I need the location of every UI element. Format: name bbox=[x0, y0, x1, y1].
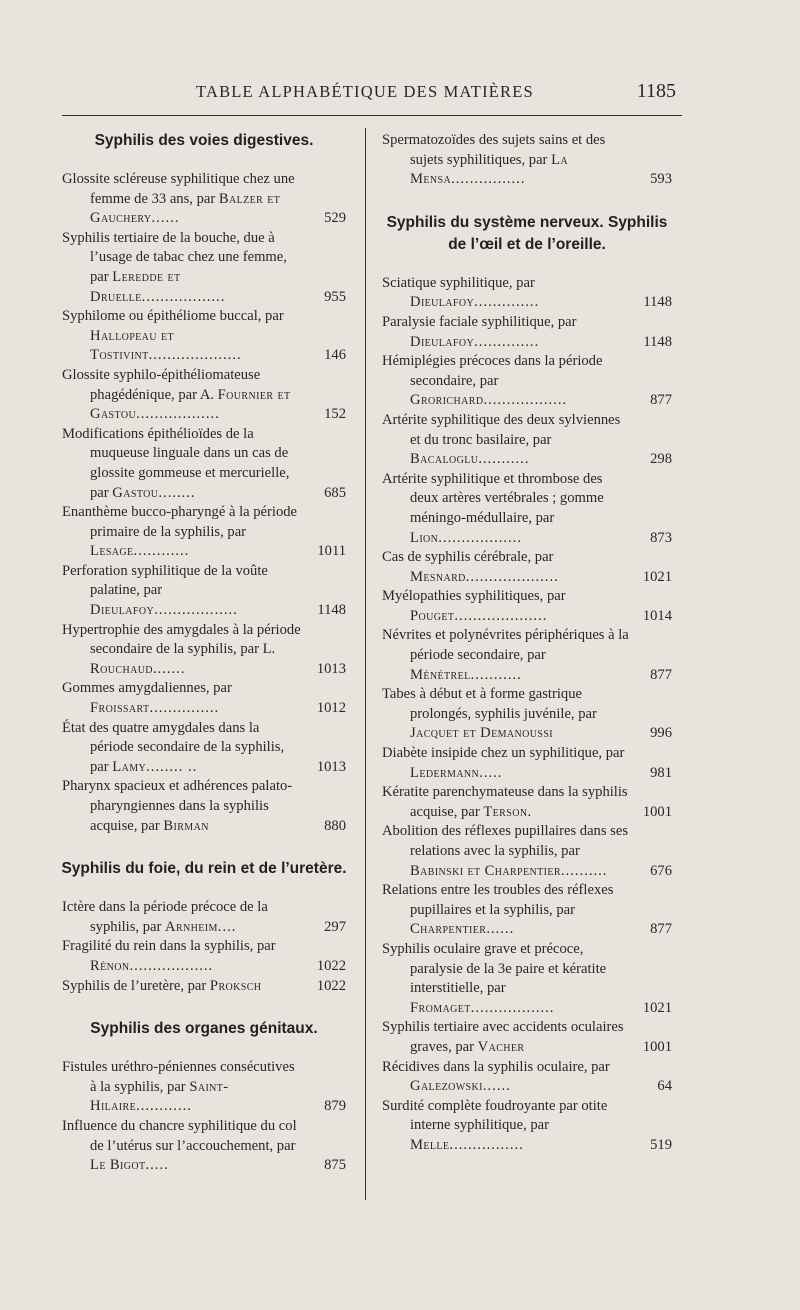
entry-text: Modifications épithélioïdes de la muqueuse linguale dans un cas de glossite gommeuse et mercurielle, par bbox=[62, 425, 290, 501]
section-heading: Syphilis du foie, du rein et de l’uretère. bbox=[61, 860, 347, 878]
entry-authors: Balzer et Gauchery bbox=[90, 190, 281, 227]
page-reference: 873 bbox=[650, 529, 672, 546]
leader-dots: ............ bbox=[136, 1098, 192, 1115]
page-reference: 152 bbox=[324, 406, 346, 423]
entry-text: Syphilis oculaire grave et précoce, paralysie de la 3e paire et kératite interstitielle, par bbox=[382, 940, 607, 997]
leader-dots: .................. bbox=[438, 529, 522, 546]
leader-dots: ................ bbox=[451, 171, 526, 188]
entry-text: Névrites et polynévrites périphériques à la période secondaire, par bbox=[382, 627, 629, 664]
entry-text: Tabes à début et à forme gastrique prolongés, syphilis juvénile, par bbox=[382, 686, 597, 722]
index-entry bbox=[62, 1117, 346, 1176]
entry-text: Perforation syphilitique de la voûte palatine, par bbox=[62, 562, 268, 599]
entry-text: Kératite parenchymateuse dans la syphilis acquise, par bbox=[382, 784, 628, 820]
index-entry bbox=[382, 744, 672, 783]
index-entry bbox=[382, 822, 672, 881]
entry-text: Surdité complète foudroyante par otite interne syphilitique, par bbox=[382, 1097, 608, 1134]
page-reference: 519 bbox=[650, 1136, 672, 1153]
entry-authors: Lion bbox=[410, 529, 439, 546]
index-entry bbox=[62, 170, 346, 229]
leader-dots: .... bbox=[217, 918, 237, 935]
page-reference: 146 bbox=[324, 347, 346, 364]
index-entry bbox=[62, 366, 346, 425]
page-reference: 955 bbox=[324, 288, 346, 305]
page-reference: 877 bbox=[650, 921, 672, 938]
entry-text: Syphilis tertiaire de la bouche, due à l’usage de tabac chez une femme, par bbox=[62, 229, 287, 285]
entry-authors: Arnheim bbox=[165, 918, 218, 935]
page-reference: 1001 bbox=[642, 1038, 672, 1055]
page-reference: 676 bbox=[650, 862, 672, 879]
entry-authors: Jacquet et Demanoussi bbox=[410, 725, 554, 742]
leader-dots: .................. bbox=[141, 288, 226, 305]
page-reference: 880 bbox=[324, 817, 346, 834]
entry-text: Artérite syphilitique et thrombose des deux artères vertébrales ; gomme méningo-médullaire, par bbox=[382, 470, 604, 526]
leader-dots: ..... bbox=[479, 764, 503, 781]
index-entry bbox=[62, 977, 346, 997]
index-entry bbox=[382, 1058, 672, 1097]
entry-text: Enanthème bucco-pharyngé à la période primaire de la syphilis, par bbox=[62, 504, 298, 540]
index-entry bbox=[62, 937, 346, 976]
entry-authors: La Mensa bbox=[410, 151, 569, 188]
page-reference: 1021 bbox=[642, 999, 672, 1016]
entry-authors: Bacaloglu bbox=[410, 451, 479, 468]
entry-text: Cas de syphilis cérébrale, par bbox=[382, 549, 554, 566]
leader-dots: ............... bbox=[149, 700, 220, 717]
page-reference: 1012 bbox=[316, 700, 346, 717]
leader-dots: ........... bbox=[470, 666, 522, 683]
leader-dots: ................ bbox=[449, 1136, 524, 1153]
page-reference: 1013 bbox=[316, 758, 346, 775]
entry-authors: Leredde et Druelle bbox=[90, 268, 181, 305]
leader-dots: ...... bbox=[482, 1078, 511, 1095]
page-number: 1185 bbox=[636, 80, 676, 102]
page-reference: 1001 bbox=[642, 803, 672, 820]
entry-authors: Babinski et Charpentier bbox=[410, 862, 561, 879]
entry-text: Myélopathies syphilitiques, par bbox=[382, 588, 566, 605]
entry-text: Relations entre les troubles des réflexes pupillaires et la syphilis, par bbox=[382, 882, 614, 918]
entry-text: Paralysie faciale syphilitique, par bbox=[382, 313, 577, 330]
entry-text: Sciatique syphilitique, par bbox=[382, 274, 535, 291]
page-reference: 875 bbox=[324, 1157, 346, 1174]
leader-dots: ........... bbox=[478, 451, 530, 468]
index-entry bbox=[62, 425, 346, 503]
entry-authors: Galezowski bbox=[410, 1078, 483, 1095]
entry-authors: Rénon bbox=[90, 957, 130, 974]
index-entry bbox=[62, 503, 346, 562]
page-reference: 298 bbox=[650, 451, 672, 468]
entry-authors: Fromaget bbox=[410, 999, 471, 1016]
index-entry bbox=[62, 679, 346, 718]
index-entry bbox=[382, 626, 672, 685]
index-entry bbox=[382, 274, 672, 313]
page-reference: 1022 bbox=[316, 977, 346, 994]
entry-text: Fistules uréthro-péniennes consécutives à la syphilis, par bbox=[62, 1059, 295, 1095]
entry-text: Syphilis tertiaire avec accidents oculaires graves, par bbox=[382, 1019, 624, 1055]
index-entry bbox=[62, 621, 346, 680]
entry-authors: Le Bigot bbox=[90, 1157, 146, 1174]
page-reference: 877 bbox=[650, 666, 672, 683]
entry-text: Glossite scléreuse syphilitique chez une femme de 33 ans, par bbox=[62, 171, 295, 207]
right-column bbox=[382, 131, 672, 1156]
leader-dots: .......... bbox=[560, 862, 608, 879]
index-entry bbox=[382, 881, 672, 940]
entry-authors: Ledermann bbox=[410, 764, 480, 781]
section-heading: Syphilis des voies digestives. bbox=[94, 132, 314, 149]
leader-dots: .................. bbox=[483, 392, 568, 409]
page-reference: 1021 bbox=[642, 568, 672, 585]
leader-dots: ...... bbox=[151, 210, 180, 227]
entry-authors: Lesage bbox=[90, 543, 134, 560]
page-reference: 1148 bbox=[643, 333, 672, 350]
leader-dots: ..... bbox=[145, 1157, 169, 1174]
leader-dots: ...... bbox=[486, 921, 515, 938]
index-entry bbox=[62, 229, 346, 307]
leader-dots: .............. bbox=[474, 333, 540, 350]
leader-dots: .................... bbox=[465, 568, 559, 585]
leader-dots: .................. bbox=[470, 999, 555, 1016]
entry-text: État des quatre amygdales dans la période secondaire de la syphilis, par bbox=[62, 719, 285, 775]
index-entry bbox=[382, 1018, 672, 1057]
entry-text: Pharynx spacieux et adhérences palato-pharyngiennes dans la syphilis acquise, par bbox=[62, 778, 293, 834]
leader-dots: .................. bbox=[129, 957, 214, 974]
entry-text: Diabète insipide chez un syphilitique, par bbox=[382, 745, 625, 762]
index-entry bbox=[382, 940, 672, 1018]
index-entry bbox=[62, 307, 346, 366]
entry-authors: Gastou bbox=[112, 484, 159, 501]
running-head-title: TABLE ALPHABÉTIQUE DES MATIÈRES bbox=[196, 82, 534, 101]
entry-text: Fragilité du rein dans la syphilis, par bbox=[62, 938, 276, 955]
leader-dots: .............. bbox=[474, 294, 540, 311]
index-entry bbox=[382, 313, 672, 352]
entry-authors: Pouget bbox=[410, 607, 455, 624]
page-reference: 879 bbox=[324, 1098, 346, 1115]
column-divider bbox=[365, 128, 366, 1200]
entry-text: Hémiplégies précoces dans la période secondaire, par bbox=[382, 353, 603, 389]
page-reference: 1148 bbox=[643, 294, 672, 311]
index-entry bbox=[382, 131, 672, 190]
index-entry bbox=[382, 352, 672, 411]
entry-authors: Grorichard bbox=[410, 392, 484, 409]
index-entry bbox=[62, 898, 346, 937]
leader-dots: . bbox=[527, 803, 533, 820]
entry-authors: Charpentier bbox=[410, 921, 487, 938]
header-rule bbox=[62, 115, 682, 116]
page-reference: 1022 bbox=[316, 957, 346, 974]
page-reference: 1148 bbox=[317, 602, 346, 619]
leader-dots: ....... bbox=[152, 660, 186, 677]
leader-dots: .................... bbox=[148, 347, 242, 364]
entry-authors: Mesnard bbox=[410, 568, 466, 585]
entry-authors: Vacher bbox=[477, 1038, 525, 1055]
entry-text: Glossite syphilo-épithéliomateuse phagédénique, par A. bbox=[62, 366, 261, 403]
entry-authors: Terson bbox=[483, 803, 528, 820]
section-heading: Syphilis des organes génitaux. bbox=[90, 1020, 318, 1038]
page-reference: 1013 bbox=[316, 660, 346, 677]
entry-authors: Fournier et Gastou bbox=[90, 386, 291, 423]
leader-dots: ............ bbox=[133, 543, 190, 560]
leader-dots: .................. bbox=[154, 602, 238, 619]
leader-dots: ........ .. bbox=[146, 758, 198, 775]
running-head bbox=[196, 80, 686, 106]
entry-text: Ictère dans la période précoce de la syphilis, par bbox=[62, 899, 268, 935]
page-reference: 529 bbox=[324, 210, 346, 227]
leader-dots: .................... bbox=[454, 607, 548, 624]
index-entry bbox=[382, 783, 672, 822]
entry-text: Hypertrophie des amygdales à la période secondaire de la syphilis, par L. bbox=[62, 621, 301, 658]
entry-authors: Proksch bbox=[209, 977, 262, 994]
entry-text: Gommes amygdaliennes, par bbox=[62, 680, 232, 697]
entry-text: Artérite syphilitique des deux sylviennes et du tronc basilaire, par bbox=[382, 411, 621, 448]
entry-authors: Lamy bbox=[112, 758, 147, 775]
page-reference: 593 bbox=[650, 171, 672, 188]
entry-authors: Hallopeau et Tostivint bbox=[90, 327, 174, 364]
entry-authors: Melle bbox=[410, 1136, 450, 1153]
entry-authors: Rouchaud bbox=[90, 660, 153, 677]
index-entry bbox=[382, 1097, 672, 1156]
entry-authors: Dieulafoy bbox=[90, 602, 155, 619]
left-column bbox=[62, 130, 346, 1176]
page-reference: 685 bbox=[324, 484, 346, 501]
page-reference: 877 bbox=[650, 392, 672, 409]
entry-authors: Dieulafoy bbox=[410, 294, 475, 311]
index-entry bbox=[62, 562, 346, 621]
entry-authors: Ménétrel bbox=[410, 666, 471, 683]
index-entry bbox=[382, 685, 672, 744]
index-entry bbox=[62, 1058, 346, 1117]
page-reference: 64 bbox=[657, 1078, 672, 1095]
page-reference: 1011 bbox=[317, 543, 346, 560]
page-reference: 996 bbox=[650, 725, 672, 742]
page-reference: 1014 bbox=[642, 607, 672, 624]
entry-authors: Saint-Hilaire bbox=[90, 1078, 229, 1115]
entry-text: Récidives dans la syphilis oculaire, par bbox=[382, 1058, 610, 1075]
index-entry bbox=[382, 587, 672, 626]
index-entry bbox=[382, 548, 672, 587]
index-entry bbox=[382, 470, 672, 548]
leader-dots: .................. bbox=[136, 406, 220, 423]
index-entry bbox=[62, 777, 346, 836]
entry-authors: Dieulafoy bbox=[410, 333, 475, 350]
entry-text: Spermatozoïdes des sujets sains et des sujets syphilitiques, par bbox=[382, 132, 606, 168]
page-reference: 297 bbox=[324, 918, 346, 935]
entry-text: Syphilis de l’uretère, par bbox=[62, 977, 210, 994]
entry-text: Influence du chancre syphilitique du col de l’utérus sur l’accouchement, par bbox=[62, 1117, 297, 1154]
entry-authors: Birman bbox=[163, 817, 209, 834]
index-entry bbox=[382, 411, 672, 470]
section-heading: Syphilis du système nerveux. Syphilis de l’œil et de l’oreille. bbox=[386, 213, 668, 253]
page-reference: 981 bbox=[650, 764, 672, 781]
leader-dots: ........ bbox=[158, 484, 196, 501]
index-entry bbox=[62, 719, 346, 778]
entry-authors: Froissart bbox=[90, 700, 150, 717]
entry-text: Syphilome ou épithéliome buccal, par bbox=[62, 308, 284, 325]
entry-text: Abolition des réflexes pupillaires dans ses relations avec la syphilis, par bbox=[382, 823, 629, 859]
